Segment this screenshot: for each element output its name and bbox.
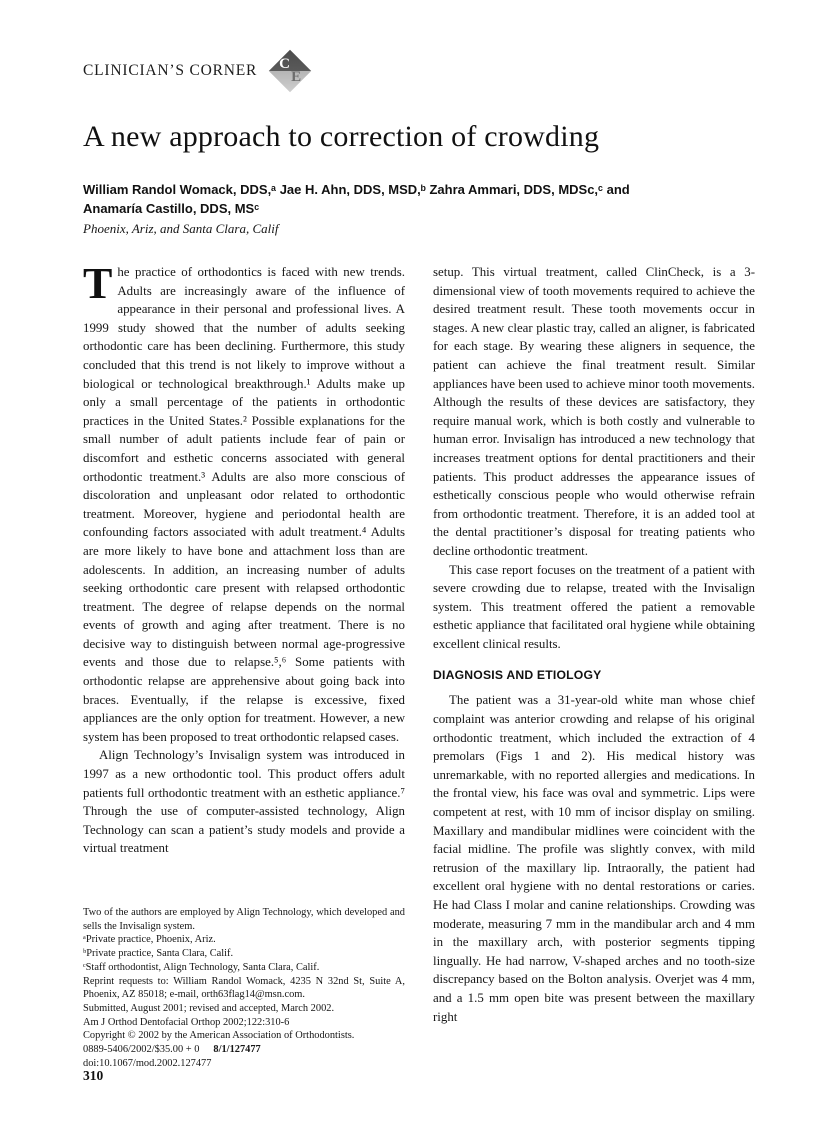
page-number: 310: [83, 1068, 104, 1083]
ce-letter-c: C: [279, 56, 290, 72]
paragraph-invisalign-intro: Align Technology’s Invisalign system was introduced in 1997 as a new orthodontic tool. This product offers adult patients full orthodontic treatment with an esthetic appliance.⁷ Through the use of computer-assisted technology, Align Technology can scan a patient’s study models and provide a virtual treatment: [83, 748, 405, 856]
affiliation-line: Phoenix, Ariz, and Santa Clara, Calif: [83, 221, 279, 236]
footnote-affiliation-c: ᶜStaff orthodontist, Align Technology, Santa Clara, Calif.: [83, 961, 320, 973]
paragraph-clincheck: setup. This virtual treatment, called ClinCheck, is a 3-dimensional view of tooth movements required to achieve the desired treatment result. These tooth movements occur in stages. A new clear plastic tray, called an aligner, is fabricated for each stage. By wearing these aligners in sequence, the patient can achieve the final treatment result. Similar appliances have been used to achieve minor tooth movements. Although the results of these devices are satisfactory, they require manual work, which is both costly and vulnerable to human error. Invisalign has introduced a new technology that increases treatment options for dental practitioners and their patients. This product addresses the appearance issues of esthetically conscious people who would otherwise refrain from orthodontic treatment. Therefore, it is an added tool at the dental practitioner’s disposal for treating patients who decline orthodontic treatment.: [433, 265, 755, 558]
left-column: [83, 263, 405, 901]
ce-badge: [267, 48, 313, 94]
footnote-doi: doi:10.1067/mod.2002.127477: [83, 1057, 212, 1069]
paragraph-patient-history: The patient was a 31-year-old white man whose chief complaint was anterior crowding and relapse of his original orthodontic treatment, which included the extraction of 4 premolars (Figs 1 and 2). His medical history was unremarkable, with no reported allergies and medications. In the frontal view, his face was oval and symmetric. Lips were competent at rest, with 10 mm of incisor display on smiling. Maxillary and mandibular midlines were coincident with the facial midline. The profile was slightly convex, with mild retrusion of the maxillary lip. Intraorally, the patient had excellent oral hygiene with no dental restorations or caries. He had Class I molar and canine relationships. Crowding was moderate, measuring 7 mm in the mandibular arch and 4 mm in the maxillary arch, with posterior segments tipping lingually. He had narrow, V-shaped arches and no tooth-size discrepancy based on the Bolton analysis. Overjet was 4 mm, and a 1.5 mm open bite was present between the maxillary right: [433, 693, 755, 1024]
footnote-journal-citation: Am J Orthod Dentofacial Orthop 2002;122:310-6: [83, 1016, 290, 1028]
footnote-affiliation-b: ᵇPrivate practice, Santa Clara, Calif.: [83, 948, 234, 960]
dropcap-letter: T: [83, 263, 113, 308]
intro-paragraph: [83, 263, 405, 746]
footnote-disclosure: Two of the authors are employed by Align Technology, which developed and sells the Invisalign system.: [83, 907, 405, 932]
section-heading-diagnosis: DIAGNOSIS AND ETIOLOGY: [433, 668, 602, 683]
footnote-reprint-requests: Reprint requests to: William Randol Womack, 4235 N 32nd St, Suite A, Phoenix, AZ 85018; e-mail, orth63flag14@msn.com.: [83, 975, 405, 1001]
article-title: A new approach to correction of crowding: [83, 120, 600, 153]
intro-paragraph-text: he practice of orthodontics is faced with new trends. Adults are increasingly aware of the influence of appearance in their personal and professional lives. A 1999 study showed that the number of adults seeking orthodontic care has been declining. Furthermore, this study concluded that this trend is not likely to improve without a biological or technological breakthrough.¹ Adults make up only a small percentage of the patients in orthodontic practices in the United States.² Possible explanations for the small number of adult patients include fear of pain or discomfort and esthetic concerns associated with general orthodontic treatment.³ Adults are also more conscious of discoloration and unpleasant odor related to orthodontic treatment. Moreover, hygiene and periodontal health are confounding factors associated with adult treatment.⁴ Adults are more likely to have bone and attachment loss than are adolescents. In addition, an increasing number of adults seeking orthodontic care present with relapsed orthodontic treatment. The degree of relapse depends on the normal events of growth and aging after treatment. There is no decisive way to distinguish between normal age-progressive events and those due to relapse.⁵,⁶ Some patients with orthodontic relapse are apprehensive about going back into braces. Eventually, if the relapse is excessive, fixed appliances are the only option for treatment. However, a new system has been proposed to treat orthodontic relapsed cases.: [83, 265, 405, 744]
footnote-copyright: Copyright © 2002 by the American Association of Orthodontists.: [83, 1030, 355, 1042]
footnote-submission-dates: Submitted, August 2001; revised and accepted, March 2002.: [83, 1002, 335, 1014]
paragraph-case-report: This case report focuses on the treatment of a patient with severe crowding due to relapse, treated with the Invisalign system. This treatment offered the patient a removable esthetic appliance that facilitated oral hygiene while obtaining excellent clinical results.: [433, 562, 755, 651]
ce-letter-e: E: [291, 69, 302, 85]
footnote-pricing-code: [83, 1043, 405, 1057]
masthead: [83, 48, 313, 94]
footnote-affiliation-a: ᵃPrivate practice, Phoenix, Ariz.: [83, 934, 216, 946]
right-column: [433, 263, 755, 1091]
footnote-pricing-code-plain: 0889-5406/2002/$35.00 + 0: [83, 1044, 200, 1056]
authors-line-1: William Randol Womack, DDS,ᵃ Jae H. Ahn, DDS, MSD,ᵇ Zahra Ammari, DDS, MDSc,ᶜ and: [83, 182, 630, 197]
footnote-pricing-code-bold: 8/1/127477: [213, 1044, 261, 1056]
section-kicker: CLINICIAN’S CORNER: [83, 62, 258, 79]
footnotes-block: [83, 906, 405, 1070]
author-list: [83, 180, 755, 218]
authors-line-2: Anamaría Castillo, DDS, MSᶜ: [83, 201, 260, 216]
